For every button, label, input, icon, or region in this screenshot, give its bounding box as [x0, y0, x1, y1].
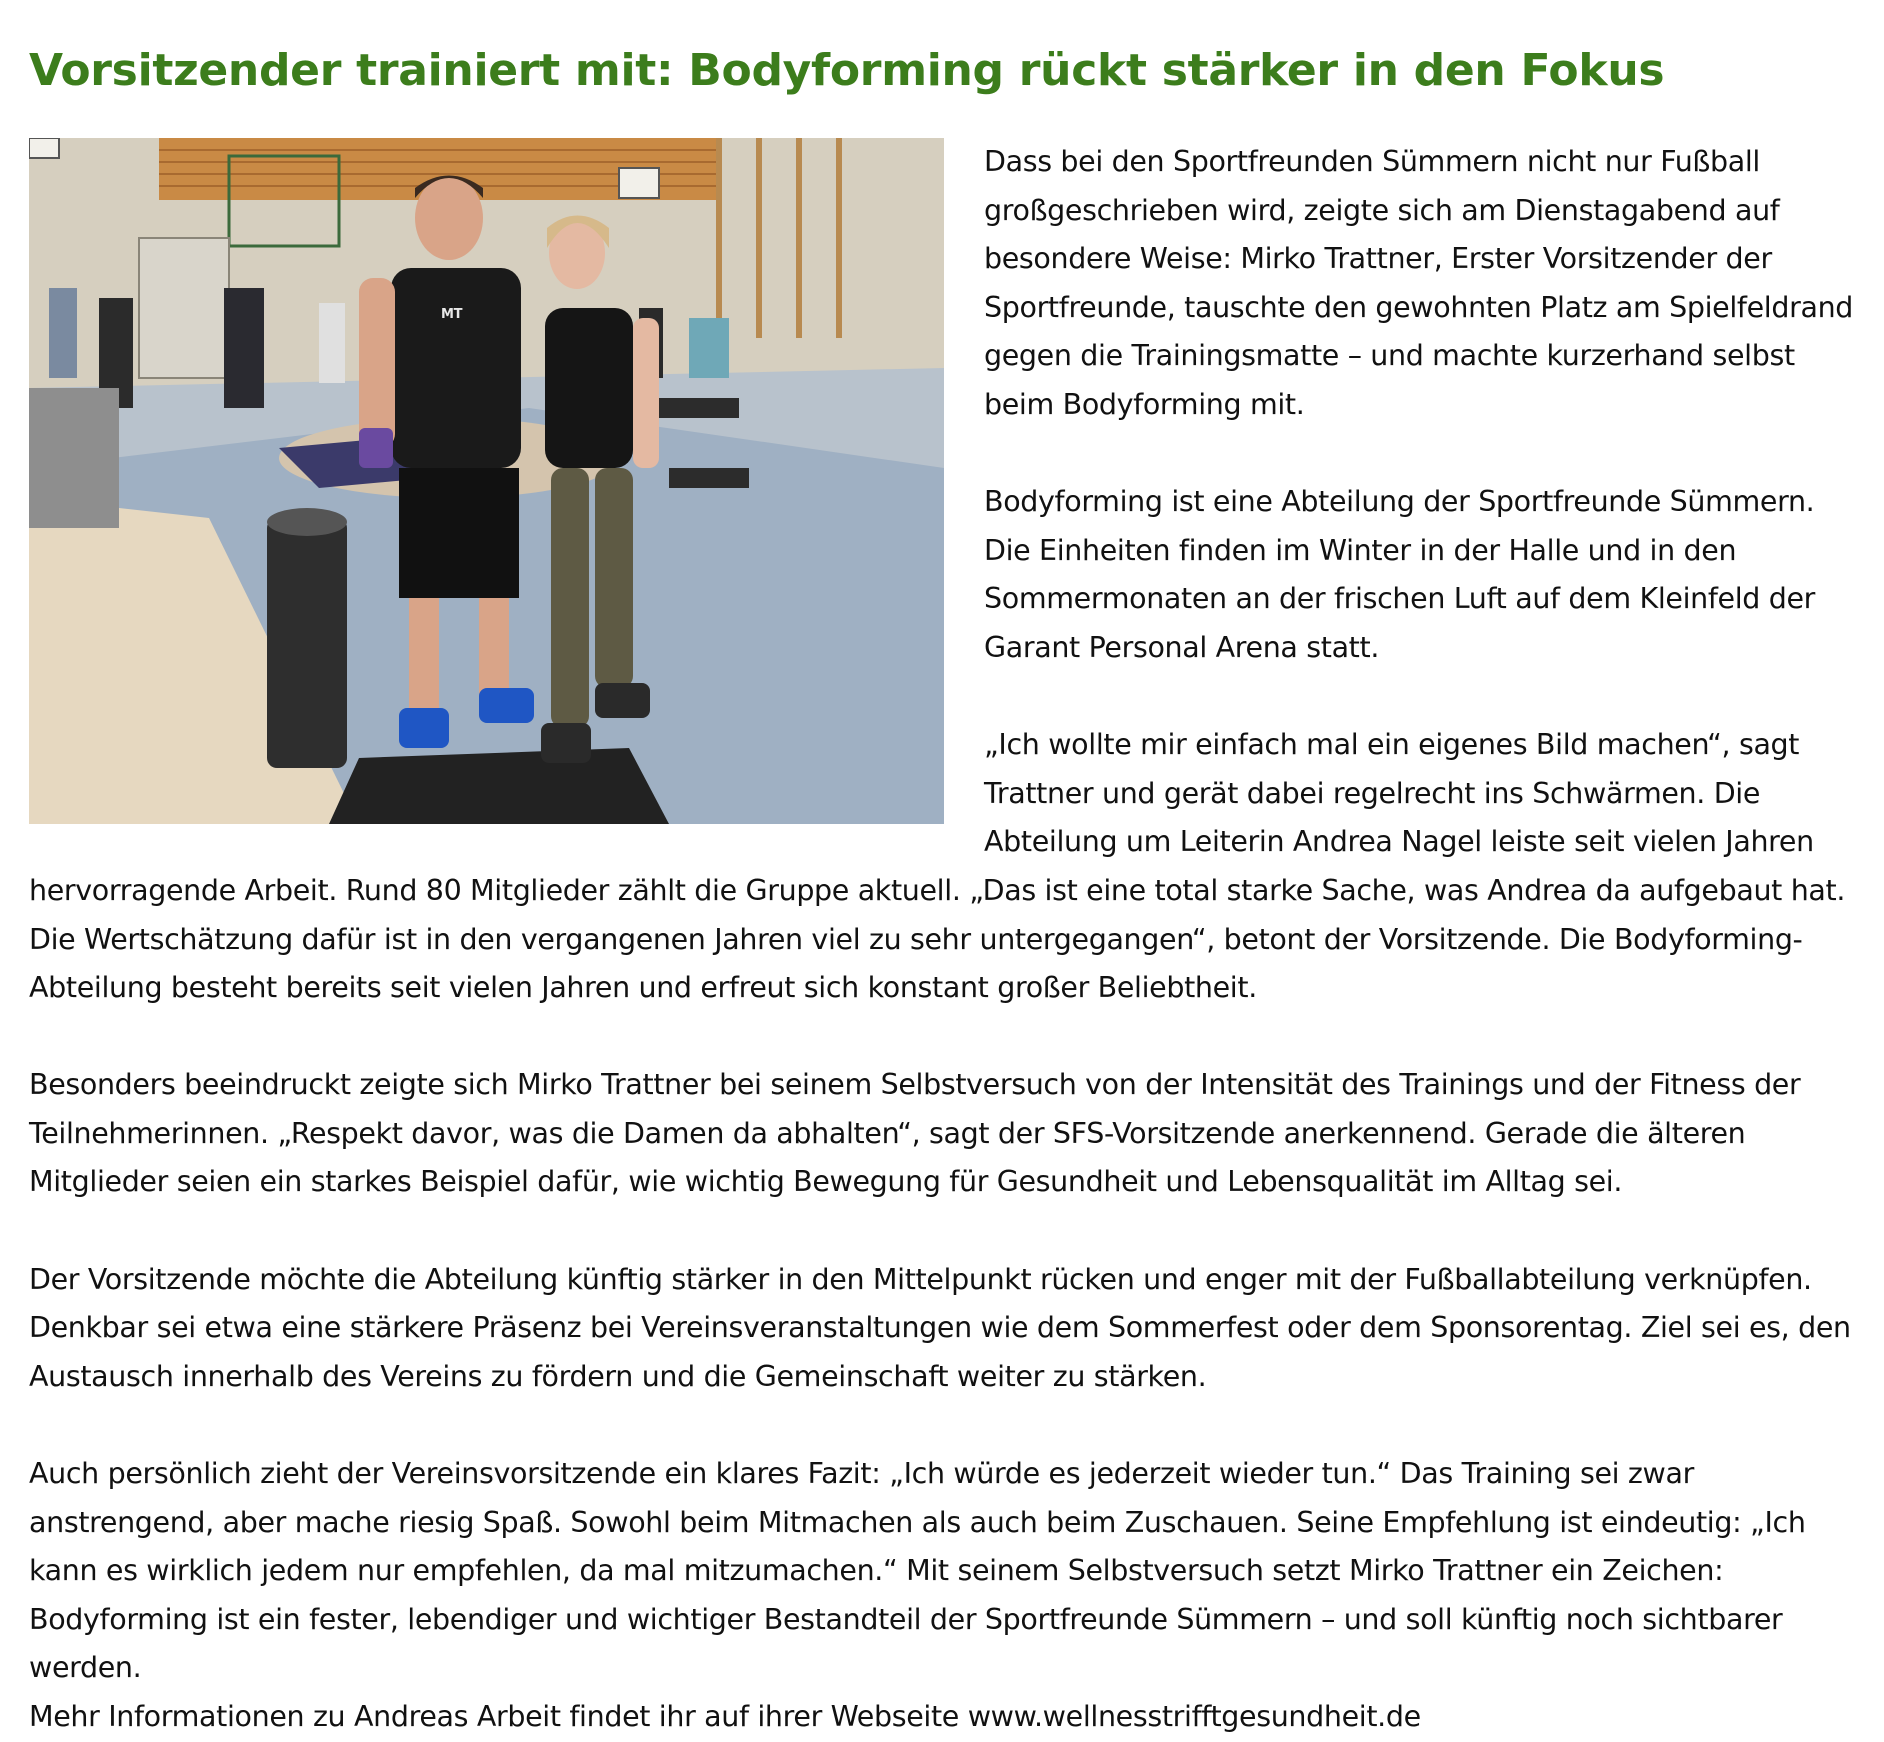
paragraph-2: Bodyforming ist eine Abteilung der Sportfreunde Sümmern. Die Einheiten finden im Winter in der Halle und in den Sommermonaten an der frischen Luft auf dem Kleinfeld der Garant Personal Arena statt. [984, 485, 1816, 664]
step-board [649, 398, 739, 418]
rolled-mat [267, 518, 347, 768]
paragraph-3: „Ich wollte mir einfach mal ein eigenes Bild machen“, sagt Trattner und gerät dabei regelrecht ins Schwärmen. Die Abteilung um Leiterin Andrea Nagel leiste seit vielen Jahren hervorragende Arbeit. Rund 80 Mitglieder zählt die Gruppe aktuell. „Das ist eine total starke Sache, was Andrea da aufgebaut hat. Die Wertschätzung dafür ist in den vergangenen Jahren viel zu sehr untergegangen“, betont der Vorsitzende. Die Bodyforming-Abteilung besteht bereits seit vielen Jahren und erfreut sich konstant großer Beliebtheit. [29, 728, 1846, 1005]
article-body [29, 138, 1855, 1742]
article-photo [29, 138, 944, 824]
rolled-mat-top [267, 508, 347, 536]
basketball-board-left [29, 138, 59, 158]
jersey-initials: MT [441, 307, 463, 322]
article-title: Vorsitzender trainiert mit: Bodyforming rückt stärker in den Fokus [29, 45, 1665, 96]
gym-photo-illustration [29, 138, 944, 824]
paragraph-6: Auch persönlich zieht der Vereinsvorsitzende ein klares Fazit: „Ich würde es jederzeit wieder tun.“ Das Training sei zwar anstrengend, aber mache riesig Spaß. Sowohl beim Mitmachen als auch beim Zuschauen. Seine Empfehlung ist eindeutig: „Ich kann es wirklich jedem nur empfehlen, da mal mitzumachen.“ Mit seinem Selbstversuch setzt Mirko Trattner ein Zeichen: Bodyforming ist ein fester, lebendiger und wichtiger Bestandteil der Sportfreunde Sümmern – und soll künftig noch sichtbarer werden. [29, 1457, 1806, 1685]
paragraph-4: Besonders beeindruckt zeigte sich Mirko Trattner bei seinem Selbstversuch von der Intensität des Trainings und der Fitness der Teilnehmerinnen. „Respekt davor, was die Damen da abhalten“, sagt der SFS-Vorsitzende anerkennend. Gerade die älteren Mitglieder seien ein starkes Beispiel dafür, wie wichtig Bewegung für Gesundheit und Lebensqualität im Alltag sei. [29, 1068, 1801, 1199]
paragraph-5: Der Vorsitzende möchte die Abteilung künftig stärker in den Mittelpunkt rücken und enger mit der Fußballabteilung verknüpfen. Denkbar sei etwa eine stärkere Präsenz bei Vereinsveranstaltungen wie dem Sommerfest oder dem Sponsorentag. Ziel sei es, den Austausch innerhalb des Vereins zu fördern und die Gemeinschaft weiter zu stärken. [29, 1262, 1851, 1393]
step-board-2 [669, 468, 749, 488]
paragraph-1: Dass bei den Sportfreunden Sümmern nicht nur Fußball großgeschrieben wird, zeigte sich am Dienstagabend auf besondere Weise: Mirko Trattner, Erster Vorsitzender der Sportfreunde, tauschte den gewohnten Platz am Spielfeldrand gegen die Trainingsmatte – und machte kurzerhand selbst beim Bodyforming mit. [984, 145, 1854, 421]
article [29, 0, 1855, 1742]
basketball-board [619, 168, 659, 198]
front-step-board [329, 748, 669, 824]
gym-door [139, 238, 229, 378]
more-info-line: Mehr Informationen zu Andreas Arbeit findet ihr auf ihrer Webseite www.wellnesstrifftgesundheit.de [29, 1700, 1421, 1733]
